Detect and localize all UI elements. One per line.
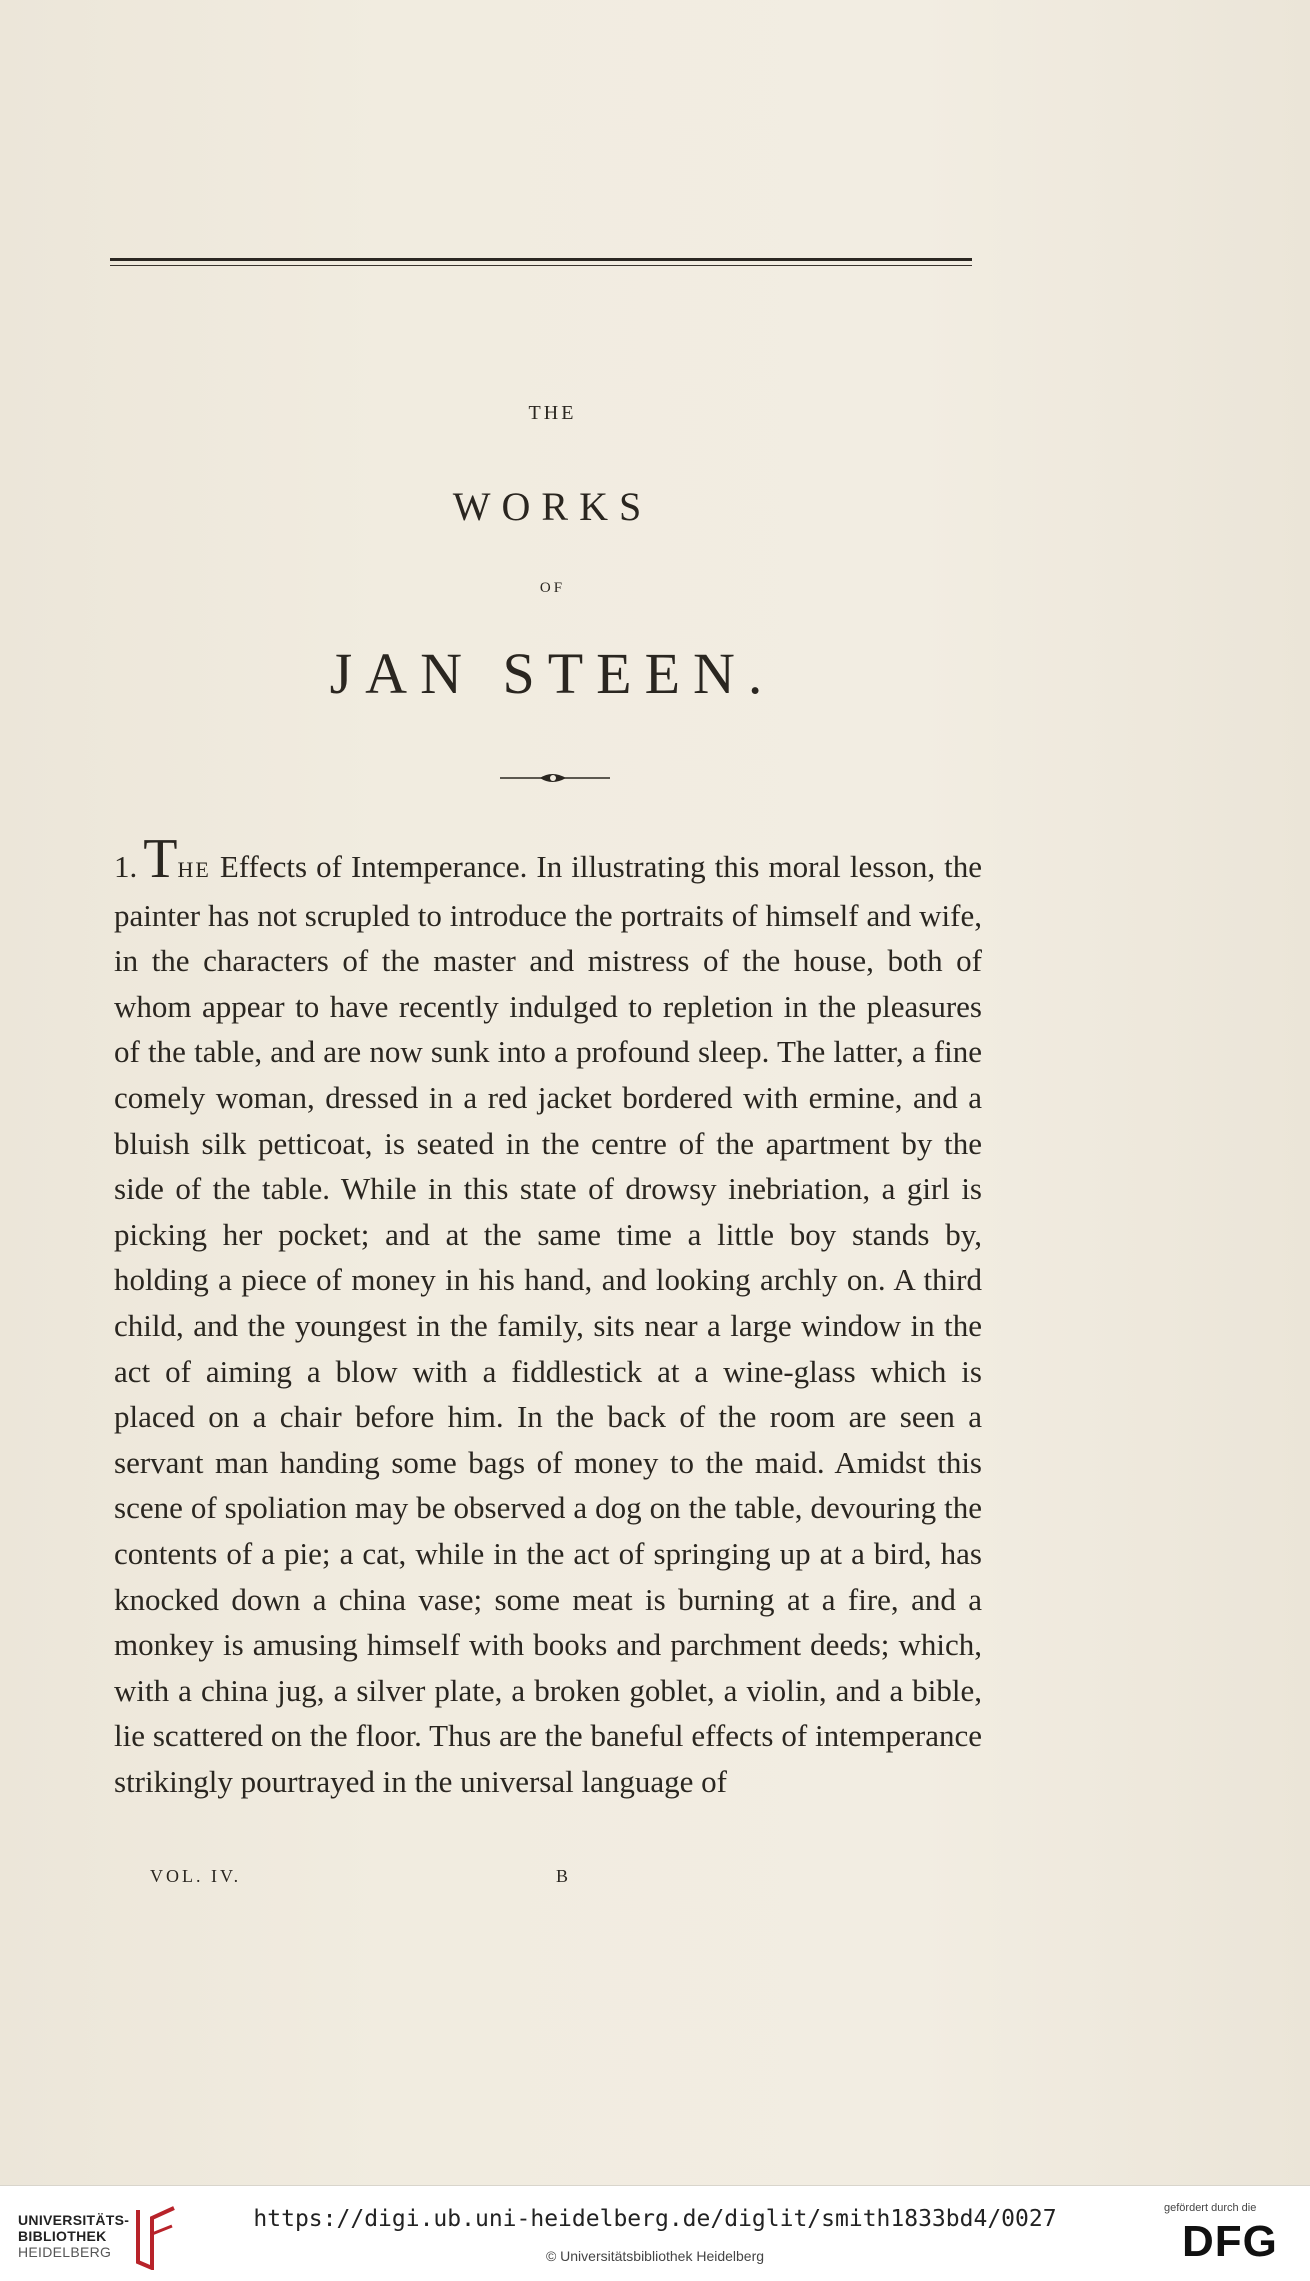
- permalink-url[interactable]: https://digi.ub.uni-heidelberg.de/diglit/smith1833bd4/0027: [253, 2206, 1057, 2232]
- logo-line-1: UNIVERSITÄTS-: [18, 2212, 130, 2228]
- header-rule-thin: [110, 265, 972, 266]
- header-rule-thick: [110, 258, 972, 261]
- paragraph-body: Effects of Intemperance. In illustrating this moral lesson, the painter has not scrupled to introduce the portraits of himself and wife, in the characters of the master and mistress of the house, both of whom appear to have recently indulged to repletion in the pleasures of the table, and are now sunk into a profound sleep. The latter, a fine comely woman, dressed in a red jacket bordered with ermine, and a bluish silk petticoat, is seated in the centre of the apartment by the side of the table. While in this state of drowsy inebriation, a girl is picking her pocket; and at the same time a little boy stands by, holding a piece of money in his hand, and looking archly on. A third child, and the youngest in the family, sits near a large window in the act of aiming a blow with a fiddlestick at a wine-glass which is placed on a chair before him. In the back of the room are seen a servant man handing some bags of money to the maid. Amidst this scene of spoliation may be observed a dog on the table, devouring the contents of a pie; a cat, while in the act of springing up at a bird, has knocked down a china vase; some meat is burning at a fire, and a monkey is amusing himself with books and parchment deeds; which, with a china jug, a silver plate, a broken goblet, a violin, and a bible, lie scattered on the floor. Thus are the baneful effects of intemperance strikingly pourtrayed in the universal language of: [114, 849, 983, 1799]
- small-caps-text: HE: [177, 857, 211, 882]
- paragraph-number: 1.: [114, 849, 138, 884]
- title-artist-name: JAN STEEN.: [329, 641, 776, 706]
- dfg-logo[interactable]: DFG: [1182, 2217, 1278, 2266]
- paragraph-1: [114, 828, 983, 1804]
- viewer-footer-bar: [0, 2185, 1310, 2281]
- drop-cap: T: [143, 828, 178, 890]
- copyright-notice: © Universitätsbibliothek Heidelberg: [545, 2248, 765, 2264]
- signature-mark: B: [556, 1866, 569, 1886]
- volume-label: VOL. IV.: [150, 1866, 242, 1886]
- ornament-divider-icon: [500, 768, 610, 788]
- title-of: OF: [539, 580, 566, 596]
- title-the: THE: [528, 402, 577, 424]
- title-works: WORKS: [452, 484, 653, 529]
- logo-line-2: BIBLIOTHEK: [18, 2228, 107, 2244]
- funding-note: gefördert durch die: [1164, 2202, 1257, 2214]
- logo-line-3: HEIDELBERG: [18, 2244, 112, 2260]
